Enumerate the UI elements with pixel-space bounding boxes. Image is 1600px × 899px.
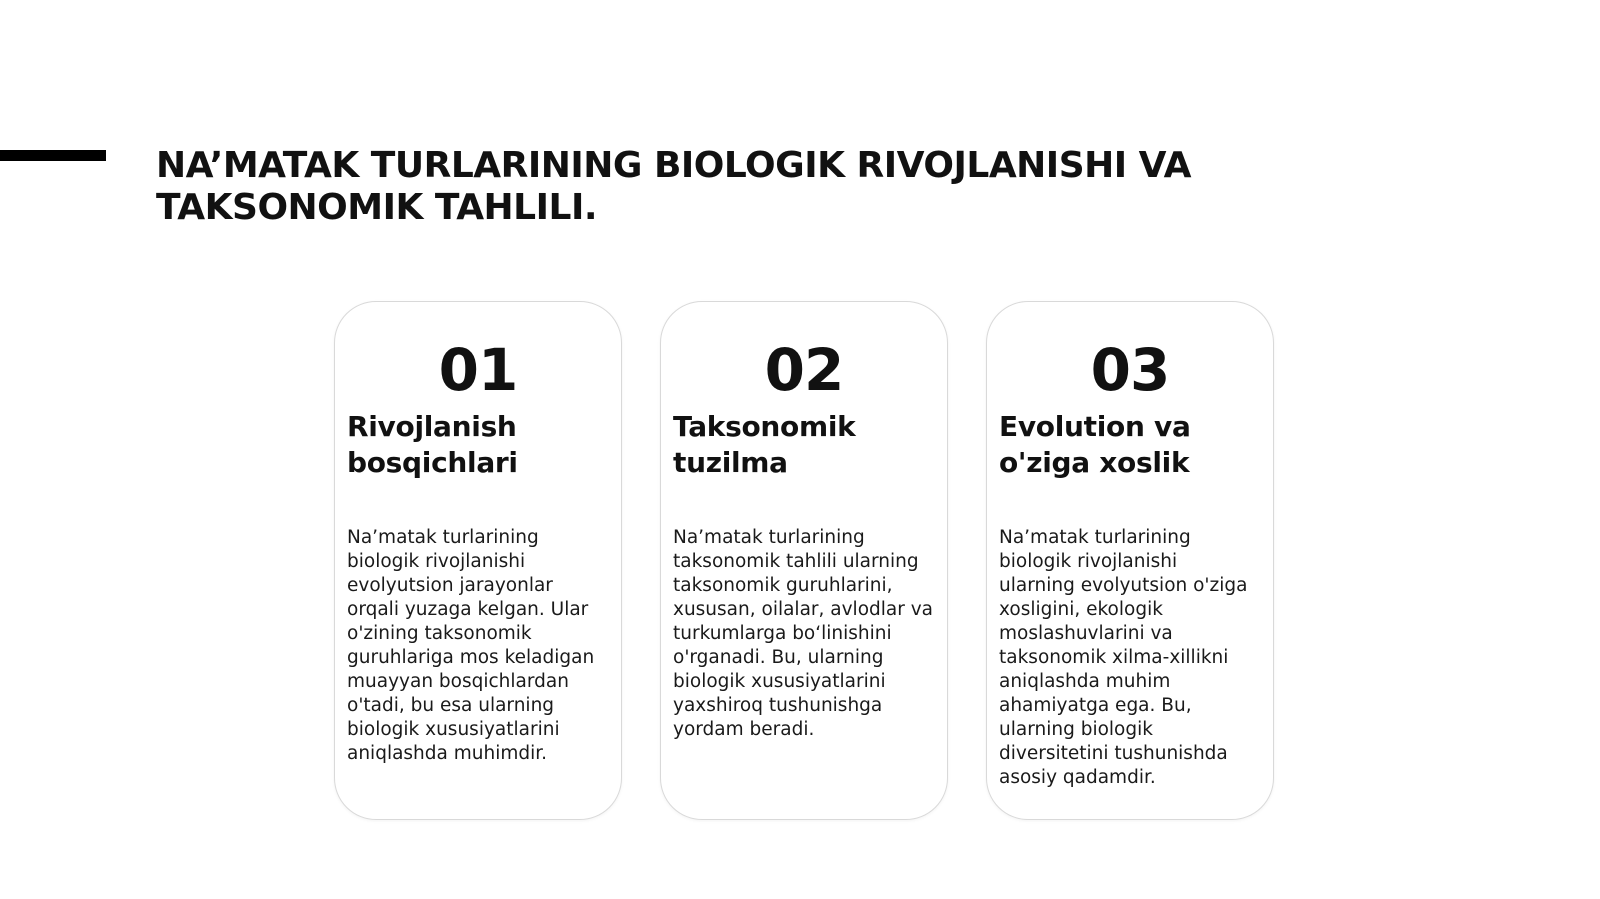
card-body-line: aniqlashda muhimdir. bbox=[347, 743, 548, 764]
card-body-line: taksonomik tahlili ularning bbox=[673, 551, 919, 572]
card-body-line: evolyutsion jarayonlar bbox=[347, 575, 553, 596]
card-heading-line: tuzilma bbox=[673, 446, 788, 479]
card-heading bbox=[347, 409, 617, 481]
card-body-line: asosiy qadamdir. bbox=[999, 767, 1156, 788]
card-body-line: turkumlarga bo‘linishini bbox=[673, 623, 892, 644]
card-body-text bbox=[673, 526, 937, 742]
card-body-line: orqali yuzaga kelgan. Ular bbox=[347, 599, 589, 620]
card-body-line: moslashuvlarini va bbox=[999, 623, 1173, 644]
card-body-line: biologik xususiyatlarini bbox=[347, 719, 560, 740]
card-number: 03 bbox=[1090, 336, 1170, 404]
title-accent-bar bbox=[0, 150, 106, 161]
card-body-line: Na’matak turlarining bbox=[999, 527, 1191, 548]
card-heading-line: Taksonomik bbox=[673, 410, 856, 443]
page-title bbox=[156, 145, 1356, 229]
card-body-line: ahamiyatga ega. Bu, bbox=[999, 695, 1192, 716]
card-body-line: xususan, oilalar, avlodlar va bbox=[673, 599, 934, 620]
card-body-line: muayyan bosqichlardan bbox=[347, 671, 569, 692]
card-heading-line: Evolution va bbox=[999, 410, 1191, 443]
card-3 bbox=[986, 301, 1274, 820]
card-heading bbox=[673, 409, 943, 481]
card-body-line: Na’matak turlarining bbox=[347, 527, 539, 548]
card-body-line: xosligini, ekologik bbox=[999, 599, 1163, 620]
card-body-line: aniqlashda muhim bbox=[999, 671, 1171, 692]
card-1 bbox=[334, 301, 622, 820]
card-heading-line: bosqichlari bbox=[347, 446, 518, 479]
card-body-line: guruhlariga mos keladigan bbox=[347, 647, 595, 668]
card-body-line: taksonomik guruhlarini, bbox=[673, 575, 893, 596]
card-body-line: diversitetini tushunishda bbox=[999, 743, 1228, 764]
card-body-line: ularning evolyutsion o'ziga bbox=[999, 575, 1248, 596]
card-body-line: biologik rivojlanishi bbox=[347, 551, 526, 572]
cards-container bbox=[334, 301, 1274, 820]
card-2 bbox=[660, 301, 948, 820]
card-body-line: o'rganadi. Bu, ularning bbox=[673, 647, 884, 668]
card-heading-line: o'ziga xoslik bbox=[999, 446, 1190, 479]
card-body-line: yaxshiroq tushunishga bbox=[673, 695, 883, 716]
card-body-line: Na’matak turlarining bbox=[673, 527, 865, 548]
card-heading-line: Rivojlanish bbox=[347, 410, 517, 443]
card-body-line: ularning biologik bbox=[999, 719, 1153, 740]
card-body-text bbox=[347, 526, 611, 766]
card-number: 02 bbox=[764, 336, 844, 404]
page-title-line-1: NA’MATAK TURLARINING BIOLOGIK RIVOJLANISHI VA bbox=[156, 145, 1191, 186]
card-number: 01 bbox=[438, 336, 518, 404]
card-body-line: o'zining taksonomik bbox=[347, 623, 532, 644]
card-heading bbox=[999, 409, 1269, 481]
card-body-text bbox=[999, 526, 1263, 790]
card-body-line: biologik rivojlanishi bbox=[999, 551, 1178, 572]
page-title-line-2: TAKSONOMIK TAHLILI. bbox=[156, 187, 598, 228]
card-body-line: o'tadi, bu esa ularning bbox=[347, 695, 555, 716]
card-body-line: biologik xususiyatlarini bbox=[673, 671, 886, 692]
card-body-line: taksonomik xilma-xillikni bbox=[999, 647, 1229, 668]
card-body-line: yordam beradi. bbox=[673, 719, 815, 740]
